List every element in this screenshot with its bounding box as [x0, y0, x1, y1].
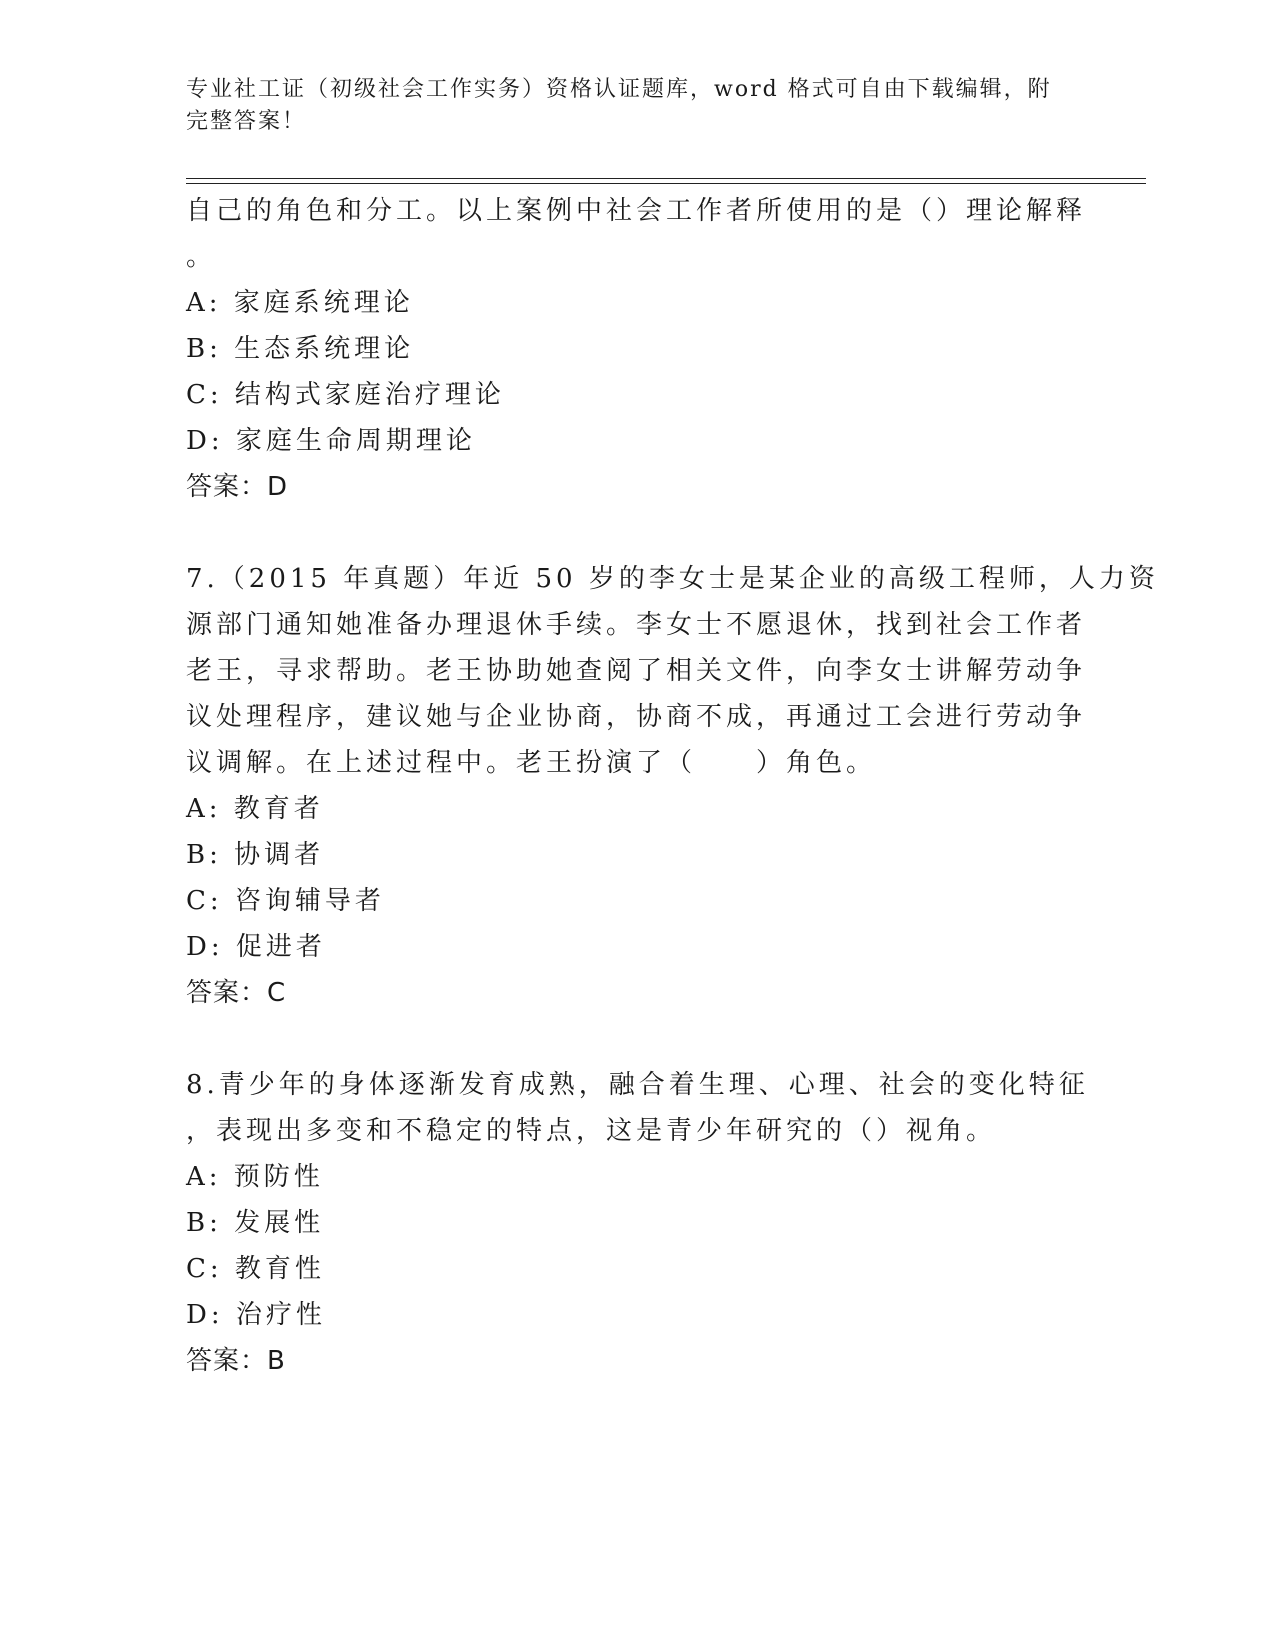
- question-7: [186, 556, 1159, 1016]
- question-stem-line: ，表现出多变和不稳定的特点，这是青少年研究的（）视角。: [186, 1116, 997, 1146]
- question-stem-line: 老王，寻求帮助。老王协助她查阅了相关文件，向李女士讲解劳动争: [186, 656, 1087, 686]
- question-stem-line: 8.青少年的身体逐渐发育成熟，融合着生理、心理、社会的变化特征: [186, 1070, 1089, 1100]
- spacer: [186, 1016, 1086, 1062]
- answer-line: 答案：D: [186, 472, 289, 502]
- header-line-2: 完整答案！: [186, 109, 307, 134]
- question-stem-line: 。: [186, 242, 217, 272]
- question-stem-line: 源部门通知她准备办理退休手续。李女士不愿退休，找到社会工作者: [186, 610, 1087, 640]
- option-d: D: 促进者: [186, 932, 326, 962]
- document-header: [186, 74, 1086, 138]
- option-d: D: 治疗性: [186, 1300, 326, 1330]
- header-line-1: 专业社工证（初级社会工作实务）资格认证题库，word 格式可自由下载编辑，附: [186, 77, 1052, 102]
- option-a: A: 家庭系统理论: [186, 288, 414, 318]
- question-8: [186, 1062, 1089, 1384]
- spacer: [186, 510, 1086, 556]
- option-c: C: 结构式家庭治疗理论: [186, 380, 505, 410]
- header-divider-bottom: [186, 183, 1146, 184]
- option-c: C: 教育性: [186, 1254, 325, 1284]
- question-6: [186, 188, 1086, 510]
- document-body: [186, 188, 1159, 1384]
- option-a: A: 预防性: [186, 1162, 324, 1192]
- question-stem-line: 议处理程序，建议她与企业协商，协商不成，再通过工会进行劳动争: [186, 702, 1087, 732]
- option-c: C: 咨询辅导者: [186, 886, 385, 916]
- header-divider-top: [186, 178, 1146, 179]
- option-a: A: 教育者: [186, 794, 324, 824]
- answer-line: 答案：C: [186, 978, 287, 1008]
- option-b: B: 发展性: [186, 1208, 325, 1238]
- question-stem-line: 7.（2015 年真题）年近 50 岁的李女士是某企业的高级工程师，人力资: [186, 564, 1159, 594]
- option-b: B: 协调者: [186, 840, 325, 870]
- option-b: B: 生态系统理论: [186, 334, 415, 364]
- answer-line: 答案：B: [186, 1346, 286, 1376]
- option-d: D: 家庭生命周期理论: [186, 426, 476, 456]
- question-stem-line: 议调解。在上述过程中。老王扮演了（ ）角色。: [186, 748, 877, 778]
- question-stem-line: 自己的角色和分工。以上案例中社会工作者所使用的是（）理论解释: [186, 196, 1087, 226]
